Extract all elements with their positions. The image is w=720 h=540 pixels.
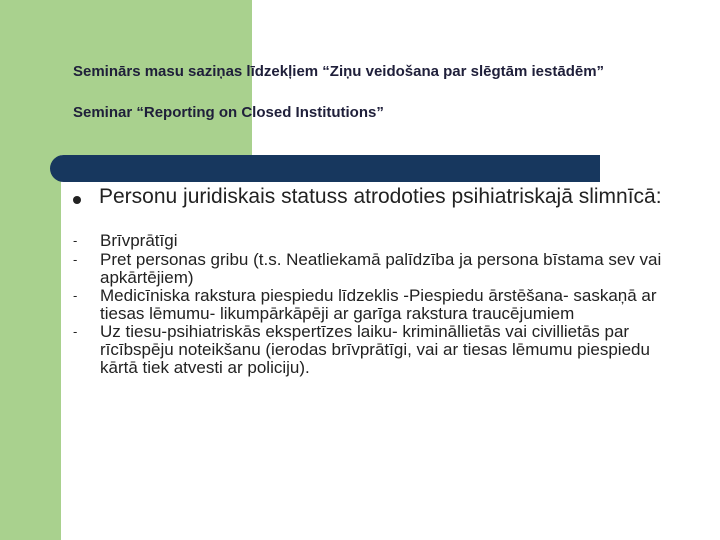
list-item-text: Brīvprātīgi (100, 231, 178, 250)
title-latvian: Seminārs masu saziņas līdzekļiem “Ziņu veidošana par slēgtām iestādēm” (73, 63, 605, 80)
title-english: Seminar “Reporting on Closed Institutions” (73, 104, 384, 121)
list-item-text: Uz tiesu-psihiatriskās ekspertīzes laiku- krimināllietās vai civillietās par rīcībspēju noteikšanu (ierodas brīvprātīgi, vai ar tiesas lēmumu piespiedu kārtā tiek atvesti ar policiju). (100, 322, 650, 377)
dash-icon: - (73, 324, 78, 339)
main-bullet (73, 186, 673, 208)
decorative-green-sidebar (0, 0, 61, 540)
dash-icon: - (73, 288, 78, 303)
bullet-dot-icon (73, 196, 81, 204)
slide-header (73, 63, 673, 122)
dash-icon: - (73, 252, 78, 267)
dash-icon: - (73, 233, 78, 248)
list-item (73, 323, 673, 377)
list-item-text: Pret personas gribu (t.s. Neatliekamā palīdzība ja persona bīstama sev vai apkārtējiem) (100, 250, 662, 287)
sub-bullet-list (73, 232, 673, 377)
list-item (73, 251, 673, 287)
main-bullet-text: Personu juridiskais statuss atrodoties psihiatriskajā slimnīcā: (99, 185, 662, 208)
title-divider-bar (50, 155, 600, 182)
list-item (73, 287, 673, 323)
bullet-content (73, 186, 673, 377)
list-item (73, 232, 673, 250)
list-item-text: Medicīniska rakstura piespiedu līdzeklis -Piespiedu ārstēšana- saskaņā ar tiesas lēmumu- likumpārkāpēji ar garīga rakstura traucējumiem (100, 286, 657, 323)
